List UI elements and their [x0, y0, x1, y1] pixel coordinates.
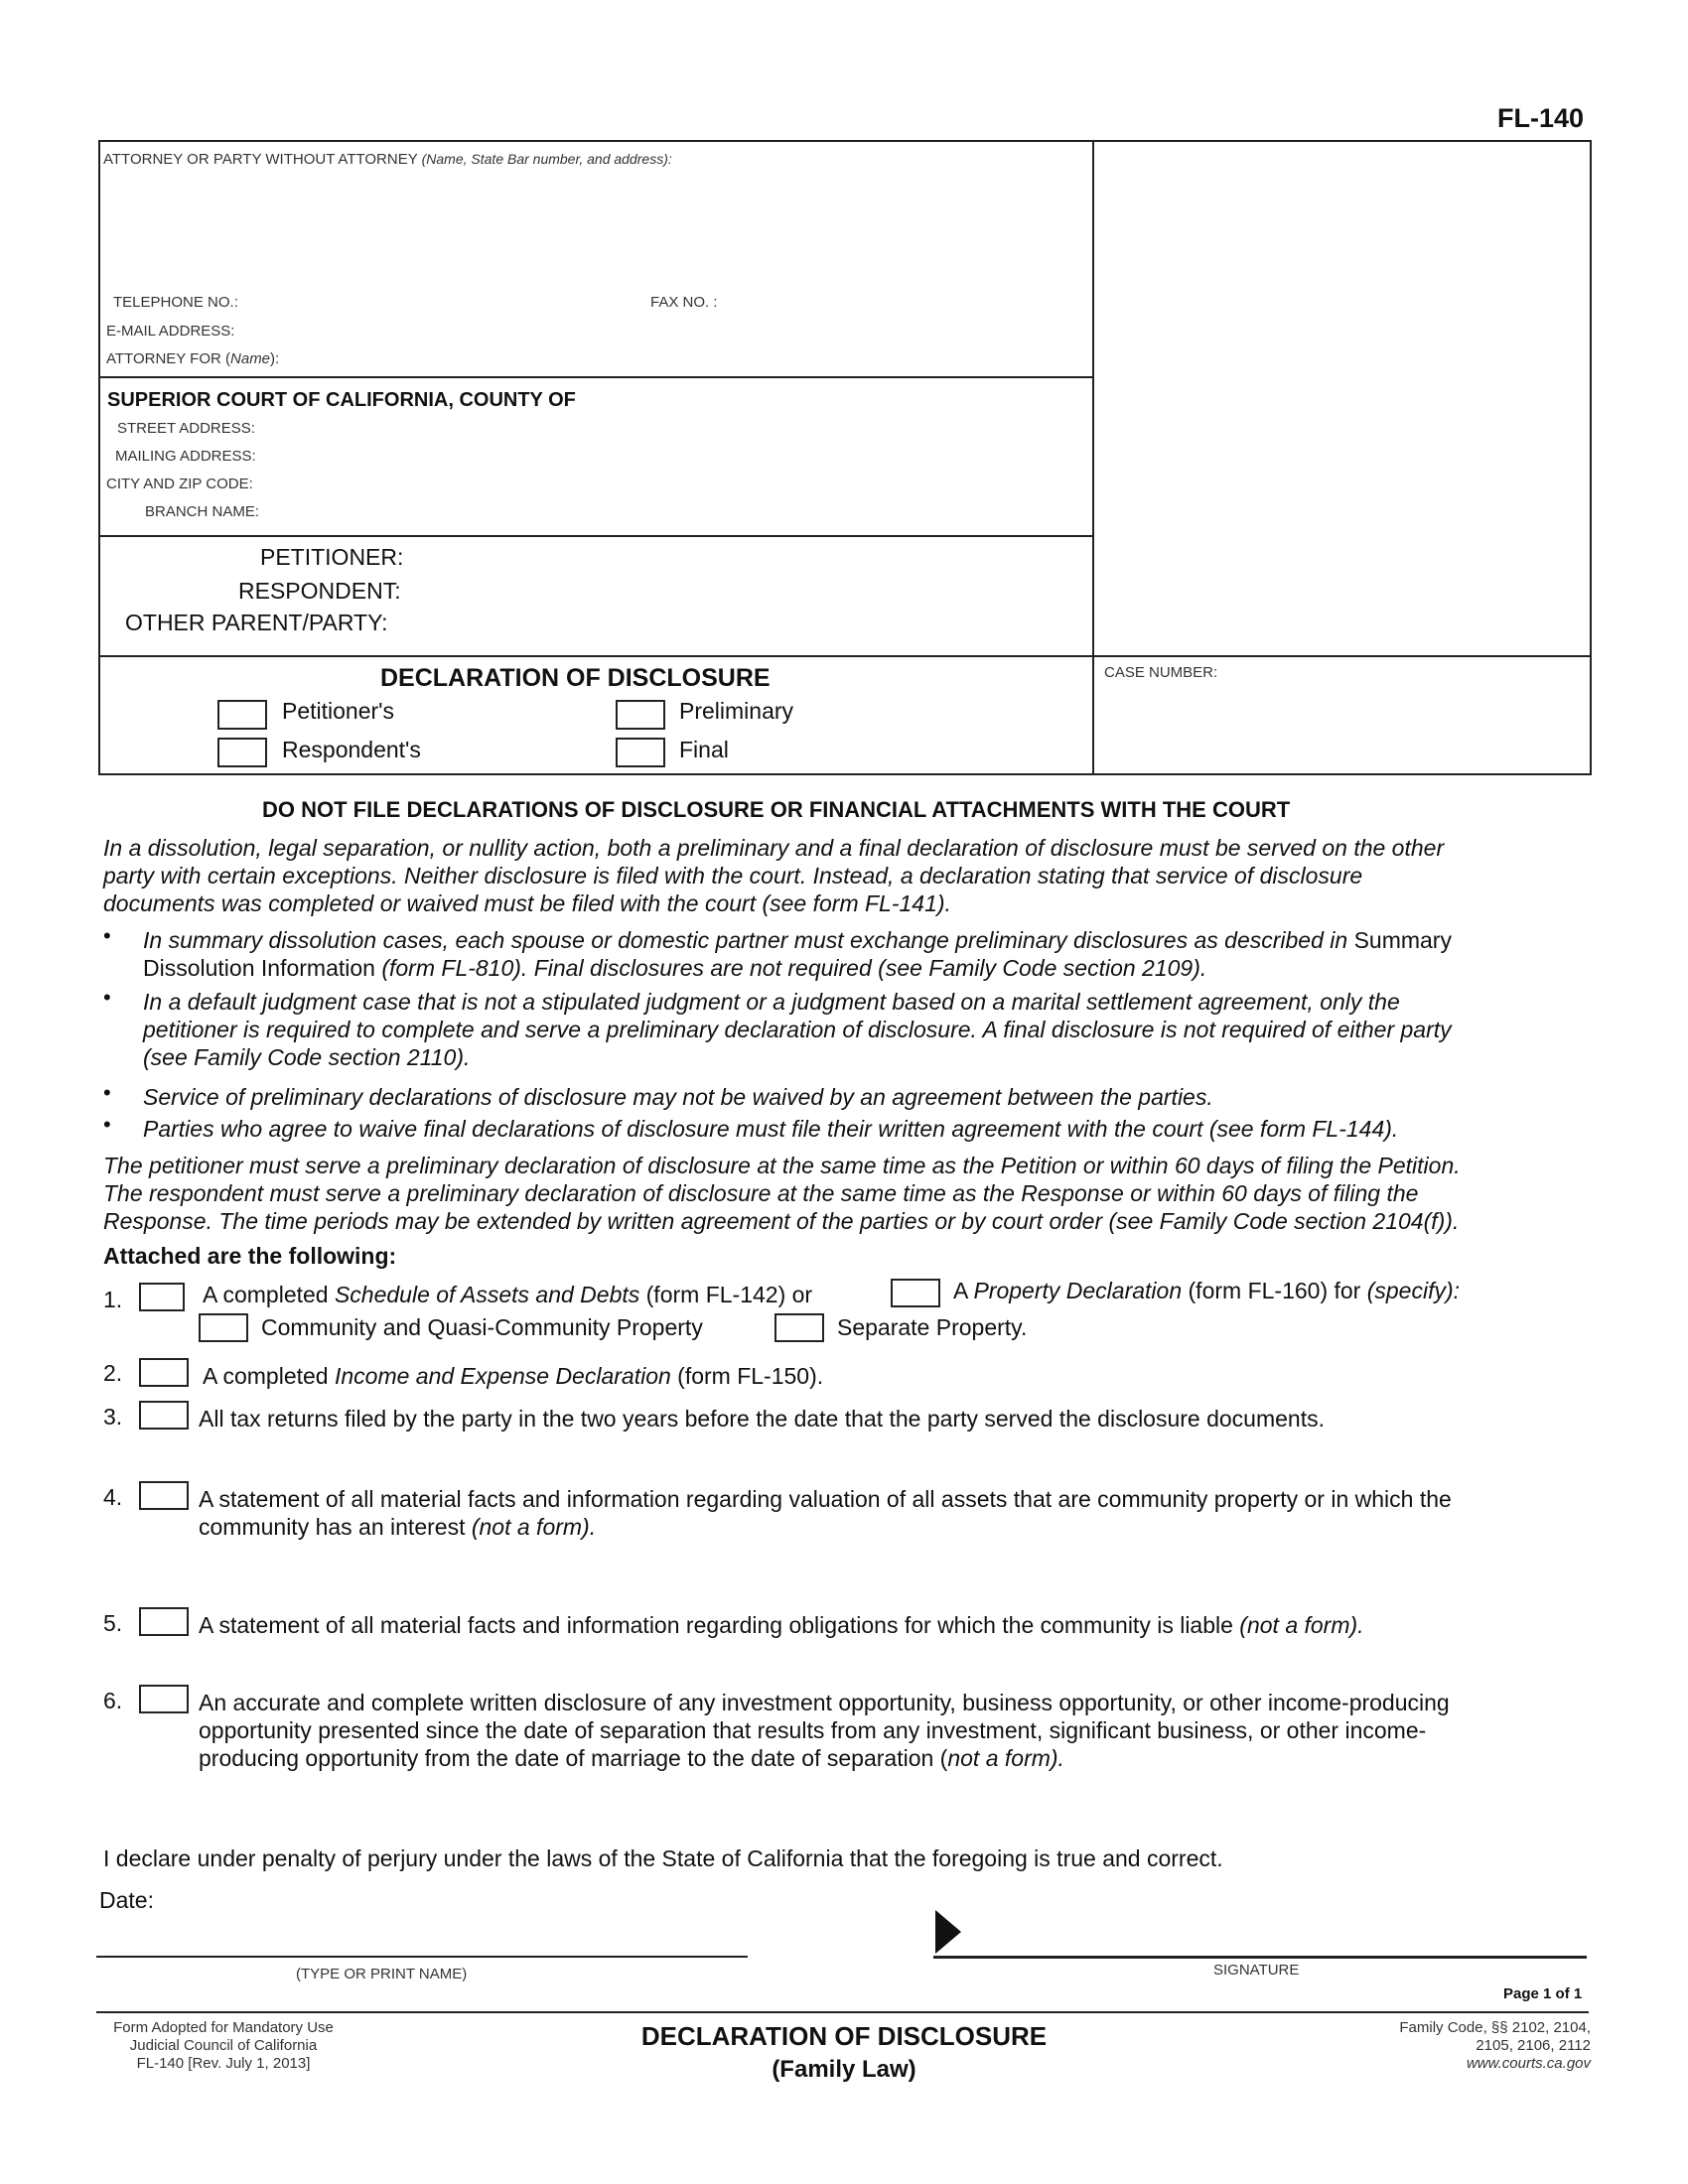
petitioners-checkbox[interactable]: [217, 700, 267, 730]
notice-paragraph-2: The petitioner must serve a preliminary declaration of disclosure at the same time as the Petition or within 60 days of filing the Petition. The respondent must serve a preliminary declaration of disclosure at the same time as the Response or within 60 days of filing the Response. The time periods may be extended by written agreement of the parties or by court order (see Family Code section 2104(f)).: [103, 1153, 1461, 1234]
item-2-text: A completed Income and Expense Declaration (form FL-150).: [203, 1363, 824, 1389]
signature-arrow-icon: [933, 1908, 963, 1956]
final-label: Final: [679, 737, 729, 762]
print-name-line[interactable]: [96, 1956, 748, 1958]
notice-bullet-4: Parties who agree to waive final declarations of disclosure must file their written agreement with the court (see form FL-144).: [143, 1116, 1399, 1142]
petitioners-label: Petitioner's: [282, 698, 395, 724]
separate-property-checkbox[interactable]: [774, 1313, 824, 1342]
bullet-2: •: [103, 985, 111, 1010]
attorney-box: [98, 140, 1094, 378]
item-4-number: 4.: [103, 1484, 123, 1510]
respondents-checkbox[interactable]: [217, 738, 267, 767]
perjury-declaration: I declare under penalty of perjury under the laws of the State of California that the foregoing is true and correct.: [103, 1845, 1223, 1871]
item-5-checkbox[interactable]: [139, 1607, 189, 1636]
item-4-checkbox[interactable]: [139, 1481, 189, 1510]
signature-label: SIGNATURE: [1213, 1962, 1300, 1979]
date-label: Date:: [99, 1887, 154, 1913]
community-property-label: Community and Quasi-Community Property: [261, 1314, 703, 1340]
other-party-label: OTHER PARENT/PARTY:: [125, 610, 388, 635]
email-label: E-MAIL ADDRESS:: [106, 323, 235, 340]
attorney-for-label: ATTORNEY FOR (Name):: [106, 350, 280, 367]
form-title: DECLARATION OF DISCLOSURE: [380, 664, 771, 692]
bullet-3: •: [103, 1080, 111, 1105]
item-1-property-text: A Property Declaration (form FL-160) for (specify):: [953, 1278, 1461, 1303]
footer-left: Form Adopted for Mandatory Use Judicial Council of California FL-140 [Rev. July 1, 2013]: [113, 2019, 334, 2072]
item-1-property-checkbox[interactable]: [891, 1279, 940, 1307]
footer-title: DECLARATION OF DISCLOSURE (Family Law): [640, 2021, 1048, 2083]
notice-bullet-2: In a default judgment case that is not a stipulated judgment or a judgment based on a marital settlement agreement, only the petitioner is required to complete and serve a preliminary declaration of disclosure. A final disclosure is not required of either party (see Family Code section 2110).: [143, 989, 1452, 1070]
notice-bullet-1: In summary dissolution cases, each spouse or domestic partner must exchange preliminary disclosures as described in Summary Dissolution Information (form FL-810). Final disclosures are not required (see Family Code section 2109).: [143, 927, 1452, 981]
item-6-number: 6.: [103, 1688, 123, 1713]
item-5-number: 5.: [103, 1610, 123, 1636]
branch-label: BRANCH NAME:: [145, 503, 260, 520]
footer-divider: [96, 2011, 1589, 2013]
item-6-text: An accurate and complete written disclosure of any investment opportunity, business opportunity, or other income-producing opportunity presented since the date of separation that results from any investment, significant business, or other income- producing opportunity from the date of marriage to the date of separation (not a form).: [199, 1690, 1450, 1771]
item-6-checkbox[interactable]: [139, 1685, 189, 1713]
petitioner-label: PETITIONER:: [260, 544, 404, 570]
item-1-number: 1.: [103, 1287, 123, 1312]
community-property-checkbox[interactable]: [199, 1313, 248, 1342]
telephone-label: TELEPHONE NO.:: [113, 294, 238, 311]
attached-heading: Attached are the following:: [103, 1243, 397, 1269]
item-2-number: 2.: [103, 1360, 123, 1386]
final-checkbox[interactable]: [616, 738, 665, 767]
separate-property-label: Separate Property.: [837, 1314, 1028, 1340]
item-3-text: All tax returns filed by the party in the two years before the date that the party served the disclosure documents.: [199, 1406, 1325, 1432]
street-label: STREET ADDRESS:: [117, 420, 255, 437]
item-1-schedule-text: A completed Schedule of Assets and Debts (form FL-142) or: [203, 1282, 813, 1307]
form-number: FL-140: [1497, 103, 1585, 133]
court-title: SUPERIOR COURT OF CALIFORNIA, COUNTY OF: [107, 389, 576, 411]
footer-right: Family Code, §§ 2102, 2104, 2105, 2106, 2112 www.courts.ca.gov: [1399, 2019, 1591, 2072]
bullet-1: •: [103, 923, 111, 948]
clerk-stamp-box: [1092, 140, 1592, 657]
notice-heading: DO NOT FILE DECLARATIONS OF DISCLOSURE OR FINANCIAL ATTACHMENTS WITH THE COURT: [262, 797, 1291, 822]
city-label: CITY AND ZIP CODE:: [106, 476, 253, 492]
item-3-number: 3.: [103, 1404, 123, 1430]
page-number: Page 1 of 1: [1503, 1985, 1583, 2002]
mailing-label: MAILING ADDRESS:: [115, 448, 256, 465]
print-name-label: (TYPE OR PRINT NAME): [296, 1966, 468, 1982]
preliminary-label: Preliminary: [679, 698, 794, 724]
item-3-checkbox[interactable]: [139, 1401, 189, 1430]
item-5-text: A statement of all material facts and information regarding obligations for which the community is liable (not a form).: [199, 1612, 1364, 1638]
bullet-4: •: [103, 1112, 111, 1137]
signature-line[interactable]: [933, 1956, 1587, 1959]
notice-bullet-3: Service of preliminary declarations of disclosure may not be waived by an agreement between the parties.: [143, 1084, 1213, 1110]
item-2-checkbox[interactable]: [139, 1358, 189, 1387]
attorney-header: ATTORNEY OR PARTY WITHOUT ATTORNEY (Name, State Bar number, and address):: [103, 151, 672, 168]
notice-paragraph-1: In a dissolution, legal separation, or nullity action, both a preliminary and a final declaration of disclosure must be served on the other party with certain exceptions. Neither disclosure is filed with the court. Instead, a declaration stating that service of disclosure documents was completed or waived must be filed with the court (see form FL-141).: [103, 835, 1445, 916]
respondent-label: RESPONDENT:: [238, 578, 401, 604]
preliminary-checkbox[interactable]: [616, 700, 665, 730]
item-1-schedule-checkbox[interactable]: [139, 1283, 185, 1311]
respondents-label: Respondent's: [282, 737, 421, 762]
fax-label: FAX NO. :: [650, 294, 718, 311]
item-4-text: A statement of all material facts and information regarding valuation of all assets that are community property or in which the community has an interest (not a form).: [199, 1486, 1452, 1540]
case-number-label: CASE NUMBER:: [1104, 664, 1218, 681]
